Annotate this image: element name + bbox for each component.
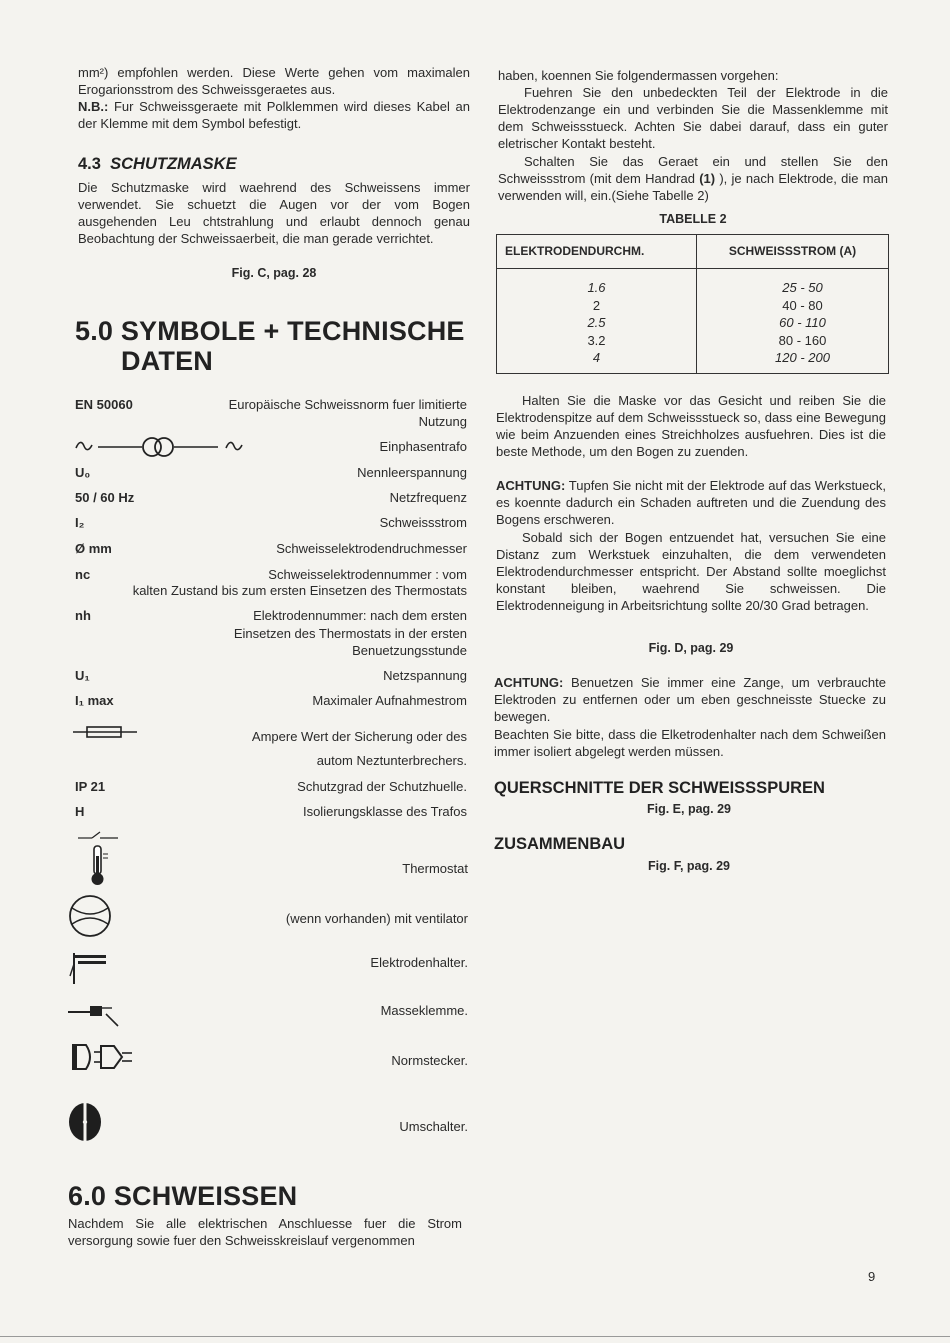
table-2 xyxy=(496,234,889,374)
section-4-3-body: Die Schutzmaske wird waehrend des Schweissens immer verwendet. Sie schuetzt die Augen vor der vom Bogen ausgehenden Leu chtstrahlung und erlaubt dennoch genau Beobachtung der Schweissaerbeit, die man gerade verrichtet. xyxy=(78,180,470,246)
standard-plug-icon xyxy=(68,1040,138,1074)
ground-clamp-icon xyxy=(68,998,124,1030)
section-5-0-title-line2: DATEN xyxy=(121,346,213,376)
right-para-1: haben, koennen Sie folgendermassen vorgehen: xyxy=(498,68,779,83)
section-number: 4.3 xyxy=(78,155,101,173)
table-2-caption: TABELLE 2 xyxy=(659,212,727,226)
symbol-code: 50 / 60 Hz xyxy=(75,490,135,505)
table-header-diameter: ELEKTRODENDURCHM. xyxy=(497,235,697,269)
symbol-label: Thermostat xyxy=(402,861,468,876)
symbol-desc-continued: kalten Zustand bis zum ersten Einsetzen des Thermostats xyxy=(132,583,467,598)
warning-label: ACHTUNG: xyxy=(496,478,566,493)
zusammenbau-heading: ZUSAMMENBAU xyxy=(494,835,626,853)
table-row xyxy=(497,269,889,374)
table-cell: 3.2 xyxy=(587,332,606,348)
handwheel-ref: (1) xyxy=(699,171,716,186)
table-cell: 60 - 110 xyxy=(779,315,826,330)
symbol-row-u1 xyxy=(75,667,467,685)
symbol-row-switch xyxy=(68,1100,468,1144)
symbol-label: Umschalter. xyxy=(399,1119,468,1134)
symbol-row-ip21 xyxy=(75,778,467,796)
fig-d-caption: Fig. D, pag. 29 xyxy=(648,641,734,655)
symbol-code: H xyxy=(75,804,85,819)
symbol-desc: Elektrodennummer: nach dem ersten xyxy=(253,608,467,623)
thermostat-icon xyxy=(68,830,122,888)
symbol-row-u0 xyxy=(75,464,467,482)
nb-label: N.B.: xyxy=(78,99,109,114)
symbol-label: Elektrodenhalter. xyxy=(370,955,468,970)
symbol-desc: Netzspannung xyxy=(383,668,467,683)
right-para-3-text-continued: ), je nach Elektrode, die man verwenden will, ein.(Siehe Tabelle 2) xyxy=(498,171,889,203)
symbol-desc: Netzfrequenz xyxy=(389,490,467,505)
symbol-desc: Maximaler Aufnahmestrom xyxy=(312,693,467,708)
table-cell: 120 - 200 xyxy=(775,350,830,365)
fig-e-caption: Fig. E, pag. 29 xyxy=(646,802,732,816)
symbol-row-frequency xyxy=(75,489,467,507)
table-cell: 2.5 xyxy=(587,315,606,330)
symbol-row-nh xyxy=(75,607,467,659)
section-6-0-body: Nachdem Sie alle elektrischen Anschluesse fuer die Strom versorgung sowie fuer den Schweisskreislauf vergenommen xyxy=(68,1216,462,1248)
symbol-label: Masseklemme. xyxy=(380,1003,468,1018)
symbol-code: U₁ xyxy=(75,668,90,683)
symbol-row-en50060 xyxy=(75,396,467,430)
symbol-code: nc xyxy=(75,567,91,582)
intro-paragraph xyxy=(78,64,470,132)
symbol-desc: Ampere Wert der Sicherung oder des xyxy=(251,729,467,744)
warning-text: Tupfen Sie nicht mit der Elektrode auf das Werkstueck, es koennte dadurch ein Schaden auftreten und die Zuendung des Bogens erschweren. xyxy=(496,478,886,527)
symbol-label: (wenn vorhanden) mit ventilator xyxy=(285,911,468,926)
symbol-desc-continued: autom Neztunterbrechers. xyxy=(316,753,467,768)
electrode-holder-icon xyxy=(68,950,112,986)
warning-label: ACHTUNG: xyxy=(494,675,564,690)
symbol-desc: Schweisselektrodennummer : vom xyxy=(268,567,467,582)
symbol-desc: Nennleerspannung xyxy=(357,465,467,480)
nb-note xyxy=(78,98,470,132)
symbol-row-transformer xyxy=(75,438,467,458)
symbol-code: EN 50060 xyxy=(75,397,133,412)
symbol-desc: Schweisselektrodendruchmesser xyxy=(276,541,467,556)
nb-text: Fur Schweissgeraete mit Polklemmen wird dieses Kabel an der Klemme mit dem Symbol befestigt. xyxy=(78,99,470,131)
symbol-desc-continued: Einsetzen des Thermostats in der ersten xyxy=(233,626,467,641)
right-para-3-text: Schalten Sie das Geraet ein und stellen Sie den Schweissstrom (mit dem Handrad xyxy=(498,154,888,186)
symbol-code: I₂ xyxy=(75,515,85,530)
single-phase-transformer-icon xyxy=(74,436,250,458)
right-para-2: Fuehren Sie den unbedeckten Teil der Elektrode in die Elektrodenzange ein und verbinden Sie die Massenklemme mit dem Schweissstueck. Achten Sie dabei darauf, dass ein guter eletrischer Kontakt besteht. xyxy=(498,85,888,151)
symbol-label: Normstecker. xyxy=(391,1053,468,1068)
table-cell: 25 - 50 xyxy=(782,280,823,295)
right-para-8: Beachten Sie bitte, dass die Elketrodenhalter nach dem Schweißen immer isoliert abgelegt werden müssen. xyxy=(494,727,886,759)
symbol-row-i2 xyxy=(75,514,467,532)
fan-icon xyxy=(68,894,112,938)
table-header-row xyxy=(497,235,889,269)
symbol-row-ground-clamp xyxy=(68,998,468,1038)
right-para-5 xyxy=(496,477,886,528)
symbol-row-electrode-holder xyxy=(68,950,468,990)
symbol-row-h xyxy=(75,803,467,821)
symbol-code: U₀ xyxy=(75,465,91,480)
right-para-3 xyxy=(498,153,888,204)
fig-f-caption: Fig. F, pag. 29 xyxy=(648,859,730,873)
page-edge-line xyxy=(0,1336,950,1337)
symbol-desc: Schweissstrom xyxy=(379,515,467,530)
diameter-column xyxy=(497,269,697,374)
section-title: SCHUTZMASKE xyxy=(110,155,237,173)
symbol-row-thermostat xyxy=(68,830,468,888)
symbol-desc: Schutzgrad der Schutzhuelle. xyxy=(297,779,467,794)
symbol-desc: Einphasentrafo xyxy=(379,439,467,454)
symbol-desc: Europäische Schweissnorm fuer limitierte Nutzung xyxy=(228,397,467,429)
symbol-code: Ø mm xyxy=(75,541,112,556)
symbol-code: IP 21 xyxy=(75,779,106,794)
page-number: 9 xyxy=(868,1269,876,1284)
table-cell: 40 - 80 xyxy=(782,297,823,313)
current-column xyxy=(697,269,889,374)
switch-icon xyxy=(68,1100,104,1144)
symbol-row-standard-plug xyxy=(68,1040,468,1080)
symbol-row-diameter xyxy=(75,540,467,558)
symbol-row-fuse xyxy=(75,728,467,770)
symbol-row-i1max xyxy=(75,692,467,710)
right-para-4: Halten Sie die Maske vor das Gesicht und reiben Sie die Elektrodenspitze auf dem Schweissstueck so, dass eine Bewegung wie beim Anzuenden eines Streichholzes ausfuehren. Dies ist die beste Methode, um den Bogen zu zuenden. xyxy=(496,393,886,459)
fuse-icon xyxy=(73,724,137,740)
section-6-0-heading: 6.0 SCHWEISSEN xyxy=(68,1181,298,1211)
right-para-7 xyxy=(494,674,886,725)
right-para-6: Sobald sich der Bogen entzuendet hat, versuchen Sie eine Distanz zum Werkstuek einzuhalten, die dem verwendeten Elektrodendurchmesser entspricht. Der Abstand sollte moeglichst konstant bleiben, waehrend Sie schweissen. Die Elektrodenneigung in Arbeitsrichtung sollte 20/30 Grad betragen. xyxy=(496,530,886,613)
symbol-code: nh xyxy=(75,608,91,623)
symbol-desc-continued: Benuetzungsstunde xyxy=(352,643,467,658)
table-cell: 4 xyxy=(592,350,601,365)
table-cell: 2 xyxy=(592,297,601,313)
table-cell: 1.6 xyxy=(587,280,606,295)
section-4-3-heading xyxy=(78,154,237,174)
symbol-row-fan xyxy=(68,894,468,938)
symbol-row-nc xyxy=(75,566,467,600)
symbol-desc: Isolierungsklasse des Trafos xyxy=(302,804,467,819)
section-5-0-title-line1: 5.0 SYMBOLE + TECHNISCHE xyxy=(75,316,465,346)
fig-c-caption: Fig. C, pag. 28 xyxy=(231,266,317,280)
warning-text: Benuetzen Sie immer eine Zange, um verbrauchte Elektroden zu entfernen oder um eben geschneisste Stuecke zu bewegen. xyxy=(494,675,886,724)
table-header-current: SCHWEISSSTROM (A) xyxy=(697,235,889,269)
table-cell: 80 - 160 xyxy=(778,332,827,348)
querschnitte-heading: QUERSCHNITTE DER SCHWEISSSPUREN xyxy=(494,779,825,797)
symbol-code: I₁ max xyxy=(75,693,114,708)
intro-text: mm²) empfohlen werden. Diese Werte gehen vom maximalen Erogarionsstrom des Schweissgeraetes aus. xyxy=(78,65,470,97)
section-5-0-heading xyxy=(75,316,465,376)
